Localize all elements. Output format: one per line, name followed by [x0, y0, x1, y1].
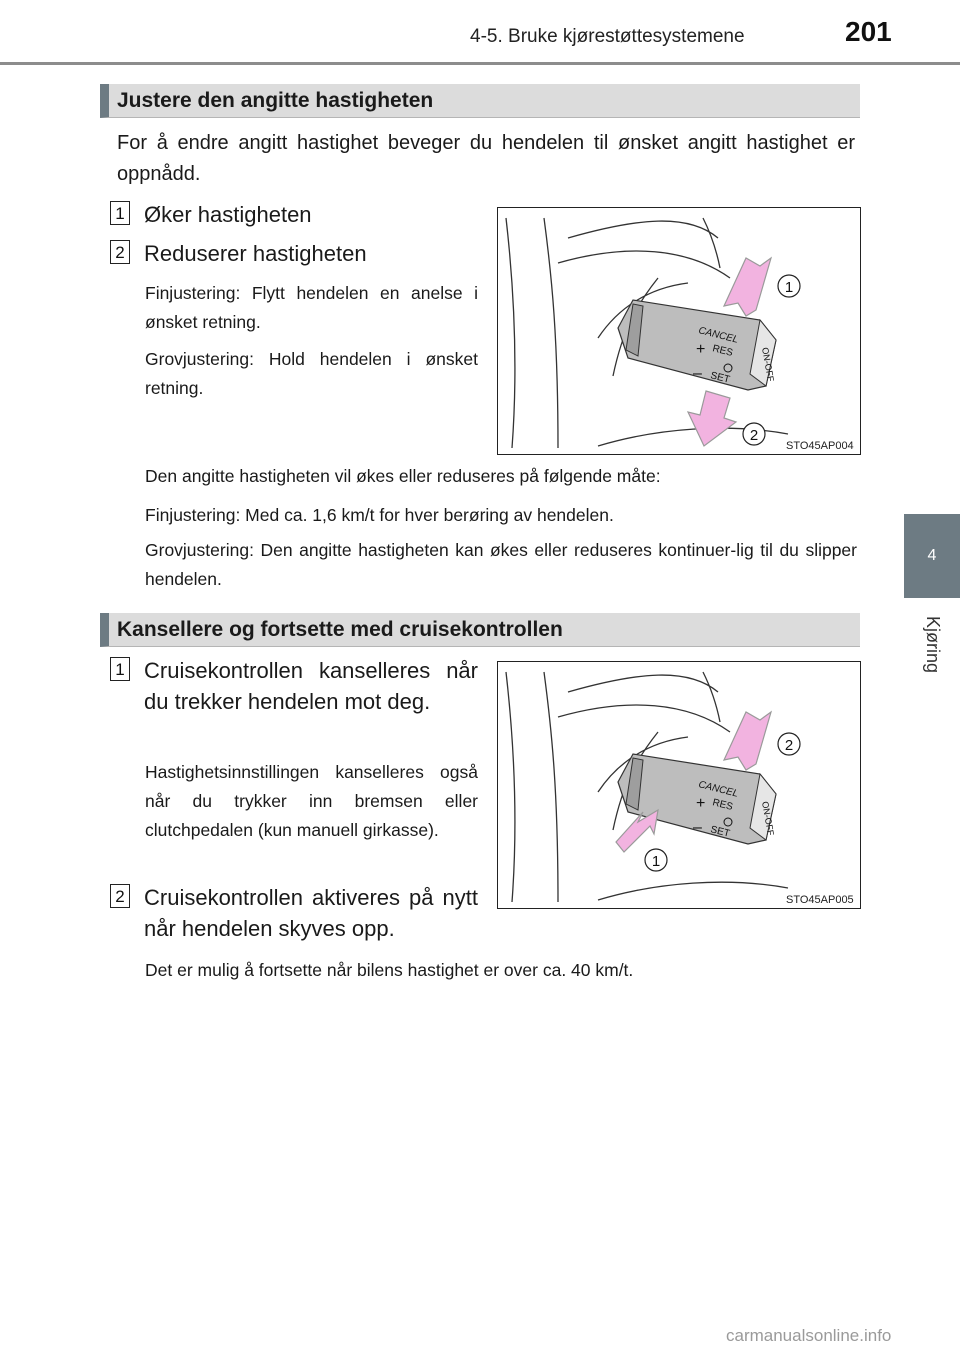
watermark: carmanualsonline.info: [726, 1326, 892, 1345]
number-1-icon-label: 1: [115, 204, 125, 223]
number-2-icon-label: 2: [115, 887, 125, 906]
chapter-tab: [904, 514, 960, 598]
lever-cancel-label: CANCEL: [697, 779, 740, 800]
section1-item-2: Reduserer hastigheten: [144, 241, 367, 266]
section1-intro: For å endre angitt hastighet beveger du hendelen til ønsket angitt hastighet er oppnådd.: [117, 132, 855, 185]
lever-set-label: SET: [709, 370, 731, 386]
number-2-icon-label: 2: [115, 243, 125, 262]
callout-1: 1: [784, 279, 794, 296]
section-heading-adjust-speed: Justere den angitte hastigheten: [100, 84, 860, 118]
number-1-icon-label: 1: [115, 660, 125, 679]
section1-after-line-2: Finjustering: Med ca. 1,6 km/t for hver berøring av hendelen.: [145, 505, 614, 525]
lever-res-label: RES: [711, 343, 734, 359]
number-2-icon: [110, 240, 130, 264]
arrow-pull-icon: [616, 810, 658, 852]
section1-after-line-3: Grovjustering: Den angitte hastigheten kan økes eller reduseres kontinuer-lig til du slipper hendelen.: [145, 540, 857, 589]
section1-item-1: Øker hastigheten: [144, 202, 312, 227]
coarse-adjust-note: Grovjustering: Hold hendelen i ønsket retning.: [145, 349, 478, 398]
lever-minus-label: –: [693, 819, 702, 836]
figure-code: STO45AP005: [786, 894, 854, 906]
section2-item-1: Cruisekontrollen kanselleres når du trekker hendelen mot deg.: [144, 658, 478, 714]
section1-after-line-1: Den angitte hastigheten vil økes eller reduseres på følgende måte:: [145, 466, 661, 486]
lever-res-label: RES: [711, 797, 734, 813]
lever-plus-label: +: [696, 795, 706, 812]
section2-item-2: Cruisekontrollen aktiveres på nytt når hendelen skyves opp.: [144, 885, 478, 941]
figure-speed-lever-up-down: [497, 207, 861, 455]
section2-closing: Det er mulig å fortsette når bilens hastighet er over ca. 40 km/t.: [145, 960, 634, 980]
chapter-label-container: [904, 604, 960, 684]
lever-minus-label: –: [693, 365, 702, 382]
callout-1: 1: [651, 853, 661, 870]
number-1-icon: [110, 657, 130, 681]
lever-plus-label: +: [696, 341, 706, 358]
section2-item1-note: Hastighetsinnstillingen kanselleres også når du trykker inn bremsen eller clutchpedalen (kun manuell girkasse).: [145, 762, 478, 840]
arrow-up-icon: [724, 712, 771, 770]
figure-cancel-resume-lever: [497, 661, 861, 909]
fine-adjust-note: Finjustering: Flytt hendelen en anelse i ønsket retning.: [145, 283, 478, 332]
number-1-icon: [110, 201, 130, 225]
chapter-number: 4: [927, 547, 937, 564]
lever-set-label: SET: [709, 824, 731, 840]
lever-cancel-label: CANCEL: [697, 325, 740, 346]
section-heading-cancel-resume: Kansellere og fortsette med cruisekontrollen: [100, 613, 860, 647]
lever-onoff-label: ON-OFF: [760, 346, 776, 383]
header-section-title: 4-5. Bruke kjørestøttesystemene: [470, 26, 745, 47]
number-2-icon: [110, 884, 130, 908]
page-number: 201: [845, 16, 892, 47]
callout-2: 2: [784, 737, 794, 754]
lever-onoff-label: ON-OFF: [760, 800, 776, 837]
chapter-label: Kjøring: [922, 615, 943, 673]
callout-2: 2: [749, 427, 759, 444]
arrow-down-icon: [688, 391, 736, 446]
header-rule: [0, 62, 960, 65]
arrow-up-icon: [724, 258, 771, 316]
figure-code: STO45AP004: [786, 440, 854, 452]
